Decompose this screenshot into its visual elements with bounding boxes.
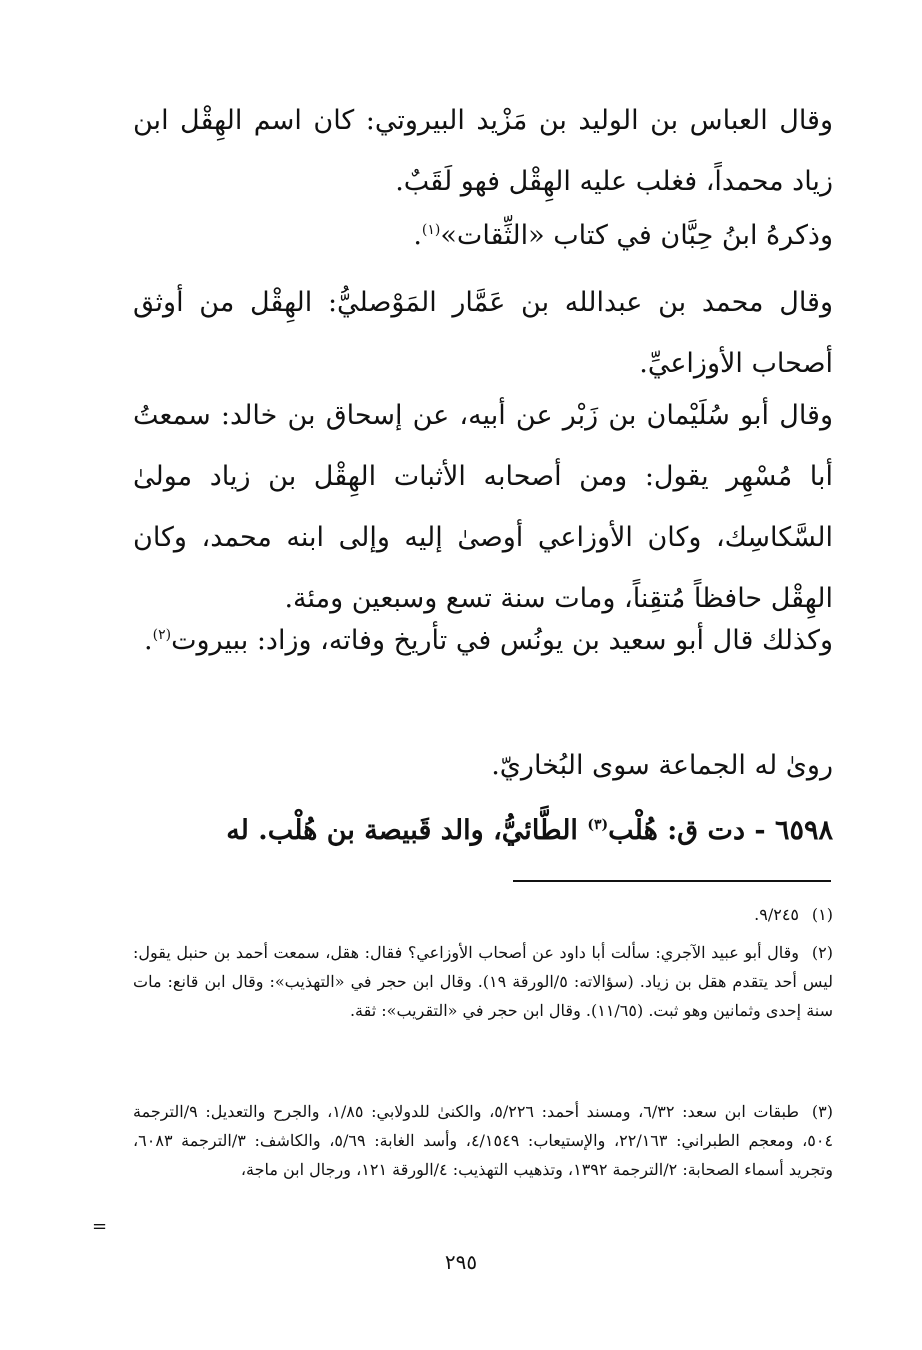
- footnote-3: [133, 1097, 833, 1184]
- footnote-1: [133, 900, 833, 929]
- entry-rest: الطَّائيُّ، والد قَبيصة بن هُلْب. له: [226, 815, 578, 846]
- entry-heading-6598: [133, 800, 833, 861]
- footnote-text: ٩/٢٤٥.: [754, 905, 799, 924]
- footnote-number: (١): [811, 905, 833, 924]
- entry-lead: ٦٥٩٨ - دت ق: هُلْب: [608, 815, 833, 846]
- page-number: ٢٩٥: [444, 1250, 478, 1274]
- footnote-number: (٢): [811, 943, 833, 962]
- footnote-ref-2: (٢): [152, 627, 172, 643]
- paragraph-ammar-mawsili: وقال محمد بن عبدالله بن عَمَّار المَوْصليُّ: الهِقْل من أوثق أصحاب الأوزاعيِّ.: [133, 287, 833, 379]
- paragraph-abbas-quote: وقال العباس بن الوليد بن مَزْيد البيروتي: كان اسم الهِقْل ابن زياد محمداً، فغلب عليه الهِقْل فهو لَقَبٌ.: [133, 105, 833, 197]
- footnote-text: وقال أبو عبيد الآجري: سألت أبا داود عن أصحاب الأوزاعي؟ فقال: هقل، سمعت أحمد بن حنبل يقول: ليس أحد يتقدم هقل بن زياد. (سؤالاته: ٥/الورقة ١٩). وقال ابن حجر في «التهذيب»: وقال ابن قانع: مات سنة إحدى وثمانين وهو ثبت. (١١/٦٥). وقال ابن حجر في «التقريب»: ثقة.: [133, 943, 833, 1020]
- footnote-ref-1: (١): [421, 222, 441, 238]
- paragraph-abu-said: وكذلك قال أبو سعيد بن يونُس في تأريخ وفاته، وزاد: ببيروت$^{(٢)}$.: [144, 625, 833, 656]
- paragraph-ibn-hibban: وذكرهُ ابنُ حِبَّان في كتاب «الثِّقات»$^{(١)}$.: [413, 220, 833, 251]
- footnote-text: طبقات ابن سعد: ٦/٣٢، ومسند أحمد: ٥/٢٢٦، والكنىٰ للدولابي: ١/٨٥، والجرح والتعديل: ٩/الترجمة ٥٠٤، ومعجم الطبراني: ٢٢/١٦٣، والإستيعاب: ٤/١٥٤٩، وأسد الغابة: ٥/٦٩، والكاشف: ٣/الترجمة ٦٠٨٣، وتجريد أسماء الصحابة: ٢/الترجمة ١٣٩٢، وتذهيب التهذيب: ٤/الورقة ١٢١، ورجال ابن ماجة،: [133, 1102, 834, 1179]
- paragraph-riwaya: روىٰ له الجماعة سوى البُخاريّ.: [491, 750, 833, 781]
- footnote-divider: [513, 880, 831, 882]
- paragraph-text: وذكرهُ ابنُ حِبَّان في كتاب «الثِّقات»: [440, 220, 833, 251]
- paragraph-abu-sulayman: وقال أبو سُلَيْمان بن زَبْر عن أبيه، عن إسحاق بن خالد: سمعتُ أبا مُسْهِر يقول: ومن أصحابه الأثبات الهِقْل بن زياد مولىٰ السَّكاسِك، وكان الأوزاعي أوصىٰ إليه وإلى ابنه محمد، وكان الهِقْل حافظاً مُتقِناً، ومات سنة تسع وسبعين ومئة.: [133, 400, 833, 614]
- footnote-number: (٣): [811, 1102, 834, 1121]
- footnote-ref-3: (٣): [587, 817, 609, 833]
- footnote-2: [133, 938, 833, 1025]
- paragraph-text: وكذلك قال أبو سعيد بن يونُس في تأريخ وفاته، وزاد: ببيروت: [171, 625, 833, 656]
- continuation-mark: =: [92, 1216, 108, 1237]
